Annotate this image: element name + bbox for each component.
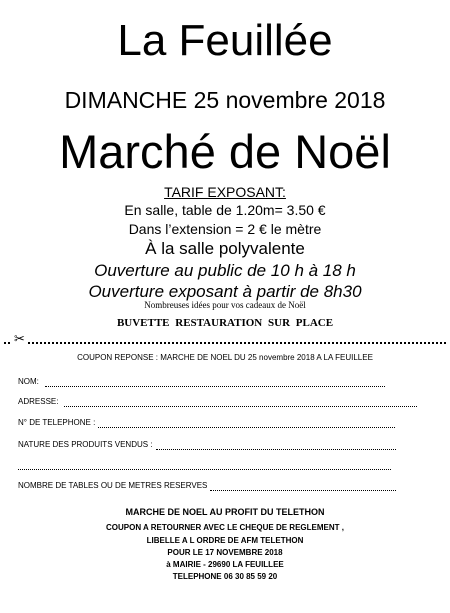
tarif-table-price: En salle, table de 1.20m= 3.50 € bbox=[124, 202, 326, 218]
gift-ideas: Nombreuses idées pour vos cadeaux de Noël bbox=[144, 300, 306, 310]
event-title: Marché de Noël bbox=[59, 125, 391, 178]
name-label: NOM: bbox=[18, 377, 39, 386]
public-hours: Ouverture au public de 10 h à 18 h bbox=[94, 261, 356, 280]
phone-line[interactable] bbox=[98, 420, 395, 428]
phone-field[interactable] bbox=[18, 418, 395, 428]
address-field[interactable] bbox=[18, 397, 417, 407]
venue: À la salle polyvalente bbox=[145, 239, 305, 258]
event-date: DIMANCHE 25 novembre 2018 bbox=[64, 87, 386, 113]
tables-line[interactable] bbox=[210, 483, 396, 491]
exhibitor-hours: Ouverture exposant à partir de 8h30 bbox=[88, 282, 362, 301]
tables-label: NOMBRE DE TABLES OU DE METRES RESERVES bbox=[18, 481, 208, 490]
phone-label: N° DE TELEPHONE : bbox=[18, 418, 96, 427]
footer-phone: TELEPHONE 06 30 85 59 20 bbox=[172, 572, 278, 581]
address-line[interactable] bbox=[64, 399, 417, 407]
buvette-notice: BUVETTE RESTAURATION SUR PLACE bbox=[116, 317, 334, 329]
name-field[interactable] bbox=[18, 377, 385, 387]
footer-deadline: POUR LE 17 NOVEMBRE 2018 bbox=[167, 548, 283, 557]
tarif-extension-price: Dans l’extension = 2 € le mètre bbox=[128, 221, 322, 237]
footer-telethon: MARCHE DE NOEL AU PROFIT DU TELETHON bbox=[125, 507, 325, 517]
products-field[interactable] bbox=[18, 440, 396, 450]
tarif-heading: TARIF EXPOSANT: bbox=[164, 184, 286, 200]
products-label: NATURE DES PRODUITS VENDUS : bbox=[18, 440, 153, 449]
scissors-icon: ✂ bbox=[14, 331, 25, 346]
footer-payee: LIBELLE A L ORDRE DE AFM TELETHON bbox=[146, 536, 304, 545]
footer-address: à MAIRIE - 29690 LA FEUILLEE bbox=[166, 560, 284, 569]
footer-return-coupon: COUPON A RETOURNER AVEC LE CHEQUE DE REGLEMENT , bbox=[106, 523, 344, 532]
name-line[interactable] bbox=[45, 379, 385, 387]
tables-field[interactable] bbox=[18, 481, 396, 491]
products-extra-line[interactable] bbox=[18, 462, 391, 470]
location-title: La Feuillée bbox=[117, 16, 333, 65]
address-label: ADRESSE: bbox=[18, 397, 59, 406]
cut-line bbox=[4, 342, 446, 346]
coupon-title: COUPON REPONSE : MARCHE DE NOEL DU 25 novembre 2018 A LA FEUILLEE bbox=[77, 353, 373, 362]
products-line[interactable] bbox=[156, 442, 396, 450]
